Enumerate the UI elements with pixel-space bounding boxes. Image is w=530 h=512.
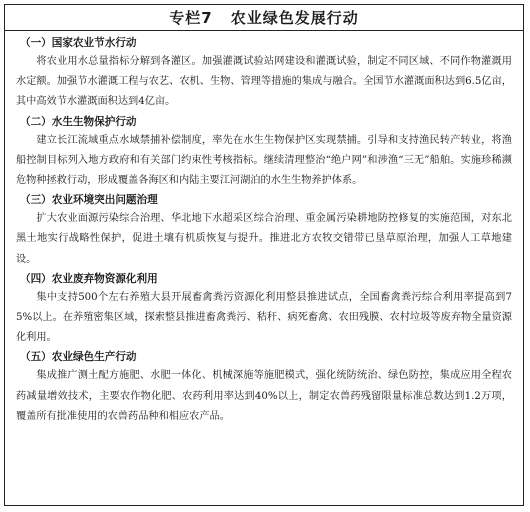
box-title-bar xyxy=(5,5,523,31)
section-body: 建立长江流域重点水域禁捕补偿制度，率先在水生生物保护区实现禁捕。引导和支持渔民转产转业，将渔船控制目标列入地方政府和有关部门约束性考核指标。继续清理整治“绝户网”和涉渔“三无”船舶。实施珍稀濒危物种拯救行动，形成覆盖各海区和内陆主要江河湖泊的水生生物养护体系。 xyxy=(16,134,512,187)
section-heading: （二）水生生物保护行动 xyxy=(20,115,137,128)
section-heading: （五）农业绿色生产行动 xyxy=(20,351,137,364)
feature-box xyxy=(4,4,524,506)
section-waste-utilization xyxy=(16,270,512,349)
section-body: 扩大农业面源污染综合治理、华北地下水超采区综合治理、重金属污染耕地防控修复的实施范围，对东北黑土地实行战略性保护，促进土壤有机质恢复与提升。推进北方农牧交错带已垦草原治理，加强人工草地建设。 xyxy=(16,213,512,265)
section-body: 集中支持500个左右养殖大县开展畜禽粪污资源化利用整县推进试点，全国畜禽粪污综合利用率提高到75%以上。在养殖密集区域，探索整县推进畜禽粪污、秸秆、病死畜禽、农田残膜、农村垃圾等废弃物全量资源化利用。 xyxy=(16,291,512,344)
section-body: 将农业用水总量指标分解到各灌区。加强灌溉试验站网建设和灌溉试验，制定不同区域、不同作物灌溉用水定额。加强节水灌溉工程与农艺、农机、生物、管理等措施的集成与融合。全国节水灌溉面积达到6.5亿亩，其中高效节水灌溉面积达到4亿亩。 xyxy=(16,56,512,108)
section-body: 集成推广测土配方施肥、水肥一体化、机械深施等施肥模式，强化统防统治、绿色防控，集成应用全程农药减量增效技术，主要农作物化肥、农药利用率达到40%以上，制定农兽药残留限量标准总数达到1.2万项，覆盖所有批准使用的农兽药品种和相应农产品。 xyxy=(16,370,512,422)
section-environment-treatment xyxy=(16,191,512,270)
section-aquatic-protection xyxy=(16,113,512,192)
section-heading: （三）农业环境突出问题治理 xyxy=(20,194,158,207)
section-water-saving xyxy=(16,34,512,113)
box-content xyxy=(5,31,523,427)
section-heading: （一）国家农业节水行动 xyxy=(20,37,137,49)
box-number: 专栏7 xyxy=(169,9,213,27)
section-heading: （四）农业废弃物资源化利用 xyxy=(20,272,158,285)
box-title: 农业绿色发展行动 xyxy=(230,9,359,27)
section-green-production xyxy=(16,348,512,427)
